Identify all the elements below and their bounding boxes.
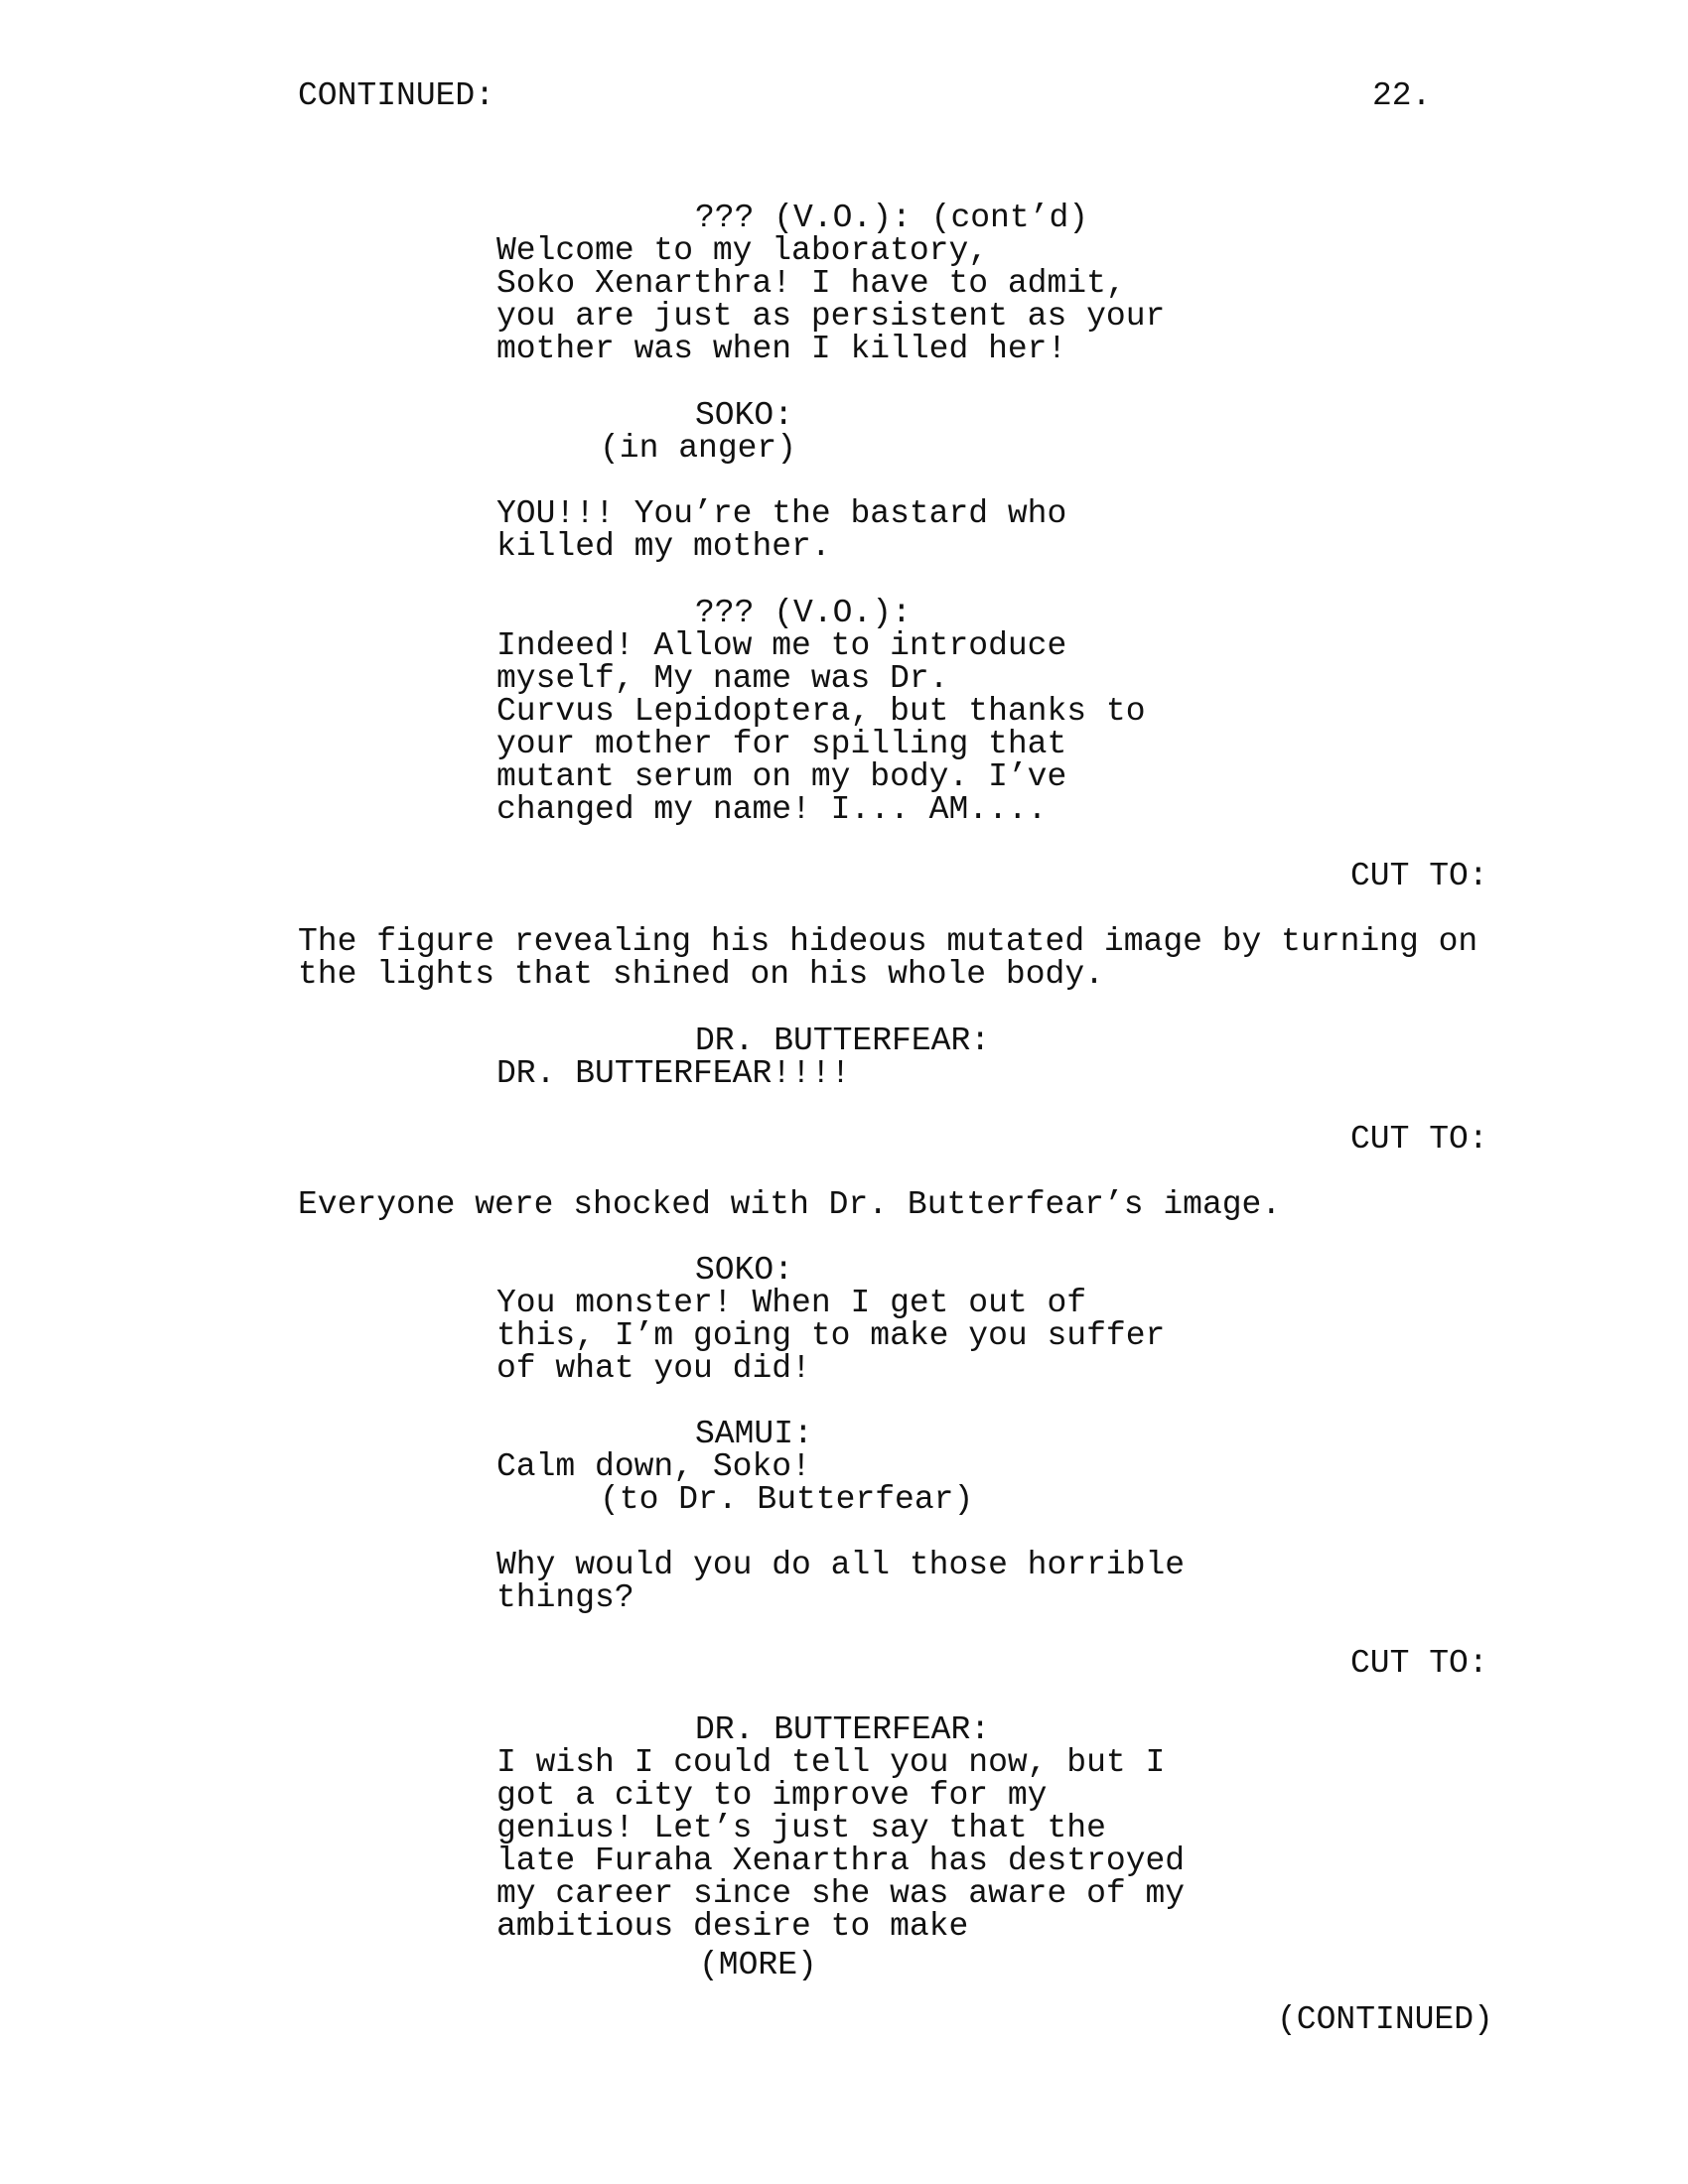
character-name: SOKO: <box>695 1252 794 1289</box>
dialogue-line: my career since she was aware of my <box>496 1875 1186 1912</box>
transition: CUT TO: <box>1350 858 1488 894</box>
more-marker: (MORE) <box>699 1947 817 1983</box>
dialogue-line: changed my name! I... AM.... <box>496 791 1048 828</box>
character-name: ??? (V.O.): (cont’d) <box>695 200 1089 236</box>
dialogue-line: late Furaha Xenarthra has destroyed <box>496 1843 1186 1879</box>
parenthetical: (to Dr. Butterfear) <box>600 1481 974 1518</box>
dialogue-line: of what you did! <box>496 1350 811 1387</box>
continued-header: CONTINUED: <box>298 77 495 114</box>
dialogue-line: mutant serum on my body. I’ve <box>496 758 1067 795</box>
dialogue-line: I wish I could tell you now, but I <box>496 1744 1166 1781</box>
character-name: ??? (V.O.): <box>695 595 912 631</box>
dialogue-line: this, I’m going to make you suffer <box>496 1317 1166 1354</box>
character-name: SAMUI: <box>695 1416 813 1452</box>
action-line: Everyone were shocked with Dr. Butterfear’s image. <box>298 1186 1282 1223</box>
dialogue-line: your mother for spilling that <box>496 726 1067 762</box>
transition: CUT TO: <box>1350 1121 1488 1158</box>
continued-footer: (CONTINUED) <box>1277 2001 1493 2038</box>
dialogue-line: Soko Xenarthra! I have to admit, <box>496 265 1126 302</box>
action-line: The figure revealing his hideous mutated image by turning on <box>298 923 1478 960</box>
dialogue-line: genius! Let’s just say that the <box>496 1810 1106 1846</box>
dialogue-line: Indeed! Allow me to introduce <box>496 627 1067 664</box>
dialogue-line: Curvus Lepidoptera, but thanks to <box>496 693 1146 730</box>
character-name: DR. BUTTERFEAR: <box>695 1023 991 1059</box>
dialogue-line: DR. BUTTERFEAR!!!! <box>496 1055 851 1092</box>
dialogue-line: myself, My name was Dr. <box>496 660 949 697</box>
parenthetical: (in anger) <box>600 430 797 467</box>
dialogue-line: you are just as persistent as your <box>496 298 1166 335</box>
dialogue-line: Calm down, Soko! <box>496 1448 811 1485</box>
dialogue-line: You monster! When I get out of <box>496 1285 1087 1321</box>
page-number: 22. <box>1372 77 1432 114</box>
character-name: SOKO: <box>695 397 794 434</box>
character-name: DR. BUTTERFEAR: <box>695 1711 991 1748</box>
dialogue-line: got a city to improve for my <box>496 1777 1048 1814</box>
dialogue-line: Why would you do all those horrible <box>496 1547 1186 1583</box>
dialogue-line: killed my mother. <box>496 528 831 565</box>
dialogue-line: ambitious desire to make <box>496 1908 969 1945</box>
dialogue-line: things? <box>496 1579 634 1616</box>
dialogue-line: YOU!!! You’re the bastard who <box>496 495 1067 532</box>
dialogue-line: Welcome to my laboratory, <box>496 232 989 269</box>
dialogue-line: mother was when I killed her! <box>496 331 1067 367</box>
action-line: the lights that shined on his whole body. <box>298 956 1104 993</box>
transition: CUT TO: <box>1350 1645 1488 1682</box>
